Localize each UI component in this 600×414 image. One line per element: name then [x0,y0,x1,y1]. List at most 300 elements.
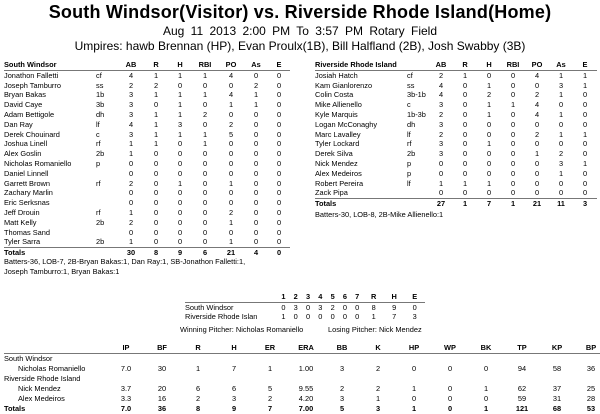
pitching-total: 7 [267,404,273,413]
home-player-row [315,188,597,198]
stat-cell: 0 [582,109,588,119]
stat-cell: 0 [510,70,516,80]
stat-cell: 0 [228,80,234,90]
position-header [405,60,429,70]
stat-cell: 4 [128,70,134,80]
stat-cell: 0 [202,237,208,247]
pitching-stat: 2 [375,384,381,393]
stat-cell: 0 [486,129,492,139]
stat-cell: 0 [228,227,234,237]
player-position [94,198,118,208]
column-header: E [582,60,588,69]
stat-cell: 0 [438,188,444,198]
player-name: Derek Chouinard [4,129,60,139]
stat-cell: 0 [510,188,516,198]
inning-header: 1 [281,292,286,301]
stat-cell: 1 [558,70,564,80]
stat-cell: 4 [128,119,134,129]
stat-cell: 0 [486,188,492,198]
linescore [185,292,425,322]
stat-cell: 1 [438,178,444,188]
stat-cell: 0 [486,70,492,80]
home-player-row [315,110,597,120]
stat-cell: 0 [177,139,183,149]
player-position [94,169,118,179]
player-position: 2b [407,149,416,159]
stat-cell: 1 [253,90,259,100]
stat-cell: 4 [228,70,234,80]
total-cell: 27 [436,199,446,209]
pitching-stat: 2 [267,394,273,403]
stat-cell: 0 [510,149,516,159]
visitor-player-row [4,110,290,120]
stat-cell: 1 [177,178,183,188]
pitching-column-header: ERA [298,343,314,352]
stat-cell: 1 [582,129,588,139]
stat-cell: 0 [510,129,516,139]
pitching-total: 68 [552,404,562,413]
pitching-stat: 5 [267,384,273,393]
player-name: Mike Allienello [315,100,362,110]
stat-cell: 1 [582,70,588,80]
stat-cell: 1 [228,237,234,247]
player-position [405,188,429,198]
pitching-stat: 31 [552,394,562,403]
column-header: R [153,60,159,69]
pitching-stat: 6 [231,384,237,393]
stat-cell: 1 [128,149,134,159]
pitching-stat: 4.20 [298,394,314,403]
game-info: Aug 11 2013 2:00 PM To 3:57 PM Rotary Field [162,24,438,38]
stat-cell: 1 [128,237,134,247]
pitching-column-header: R [195,343,201,352]
stat-cell: 0 [582,188,588,198]
pitching-total: 7.0 [120,404,132,413]
stat-cell: 2 [558,149,564,159]
player-name: Daniel Linnell [4,168,49,178]
stat-cell: 0 [276,109,282,119]
pitcher-name: Nicholas Romaniello [18,364,86,373]
column-header: PO [531,60,543,69]
stat-cell: 0 [534,80,540,90]
stat-cell: 2 [253,80,259,90]
player-name: Adam Bettigole [4,109,55,119]
pitching-column-header: BB [336,343,348,352]
pitching-column-header: BK [480,343,492,352]
stat-cell: 0 [462,90,468,100]
stat-cell: 1 [462,178,468,188]
linescore-team: Riverside Rhode Islan [185,312,258,321]
visitor-player-row [4,228,290,238]
stat-cell: 0 [153,100,159,110]
stat-cell: 1 [153,129,159,139]
visitor-player-row [4,70,290,80]
pitching-stat: 0 [447,394,453,403]
stat-cell: 0 [276,227,282,237]
stat-cell: 0 [202,158,208,168]
column-header: E [276,60,282,69]
pitcher-header [4,343,108,354]
home-batting-notes: Batters-30, LOB-8, 2B-Mike Allienello:1 [315,210,444,219]
pitching-table [4,343,600,414]
inning-score: 0 [342,312,347,321]
stat-cell: 0 [486,119,492,129]
stat-cell: 1 [462,70,468,80]
player-name: Garrett Brown [4,178,51,188]
column-header: RBI [506,60,520,69]
stat-cell: 0 [177,80,183,90]
pitching-stat: 3 [231,394,237,403]
pitching-column-header: BF [157,343,167,352]
pitching-column-header: WP [444,343,456,352]
pitching-stat: 20 [157,384,167,393]
inning-score: 0 [293,312,298,321]
stat-cell: 0 [253,129,259,139]
stat-cell: 0 [202,207,208,217]
stat-cell: 0 [510,139,516,149]
stat-cell: 0 [510,80,516,90]
inning-score: 0 [318,312,323,321]
stat-cell: 0 [534,119,540,129]
pitching-stat: 1 [267,364,273,373]
pitching-stat: 58 [552,364,562,373]
visitor-player-row [4,159,290,169]
stat-cell: 1 [177,129,183,139]
column-header: AB [435,60,447,69]
pitching-stat: 7.0 [120,364,132,373]
stat-cell: 1 [228,100,234,110]
stat-cell: 0 [486,158,492,168]
stat-cell: 0 [582,149,588,159]
stat-cell: 2 [128,217,134,227]
player-name: Joshua Linell [4,139,48,149]
player-position: c [96,129,100,139]
stat-cell: 0 [276,168,282,178]
stat-cell: 0 [462,149,468,159]
player-name: Alex Goslin [4,149,42,159]
stat-cell: 0 [177,168,183,178]
stat-cell: 0 [276,178,282,188]
column-header: H [177,60,183,69]
stat-cell: 0 [228,109,234,119]
player-position [94,188,118,198]
position-header [94,60,118,70]
pitching-total: 9 [231,404,237,413]
pitching-stat: 7 [231,364,237,373]
player-name: Thomas Sand [4,227,51,237]
stat-cell: 0 [510,158,516,168]
stat-cell: 0 [153,207,159,217]
visitor-player-row [4,237,290,247]
stat-cell: 0 [153,149,159,159]
stat-cell: 0 [582,90,588,100]
umpires: Umpires: hawb Brennan (HP), Evan Proulx(1B), Bill Halfland (2B), Josh Swabby (3B) [74,39,526,53]
pitching-column-header: KP [551,343,563,352]
pitching-stat: 0 [483,364,489,373]
total-cell: 21 [532,199,542,209]
stat-cell: 0 [153,188,159,198]
pitching-stat: 3.3 [120,394,132,403]
pitching-stat: 2 [195,394,201,403]
stat-cell: 0 [462,80,468,90]
pitching-stat: 30 [157,364,167,373]
game-title: South Windsor(Visitor) vs. Riverside Rhode Island(Home) [48,2,552,22]
stat-cell: 1 [582,158,588,168]
stat-cell: 1 [534,149,540,159]
stat-cell: 0 [128,158,134,168]
player-name: Alex Medeiros [315,168,362,178]
visitor-player-row [4,139,290,149]
stat-cell: 0 [462,168,468,178]
stat-cell: 1 [228,178,234,188]
stat-cell: 0 [153,217,159,227]
pitcher-row [4,394,600,404]
pitching-stat: 94 [517,364,527,373]
stat-cell: 0 [153,178,159,188]
player-name: Matt Kelly [4,217,37,227]
totals-label: Totals [4,248,26,258]
pitcher-name: Alex Medeiros [18,394,65,403]
stat-cell: 0 [202,188,208,198]
player-position: dh [407,119,416,129]
stat-cell: 0 [462,129,468,139]
inning-header: 7 [355,292,360,301]
stat-cell: 0 [276,149,282,159]
player-position: c [407,100,411,110]
stat-cell: 0 [228,198,234,208]
stat-cell: 0 [558,139,564,149]
stat-cell: 2 [228,119,234,129]
column-header: PO [225,60,237,69]
stat-cell: 0 [558,100,564,110]
home-player-row [315,169,597,179]
stat-cell: 3 [438,119,444,129]
total-cell: 1 [462,199,468,209]
stat-cell: 0 [177,198,183,208]
stat-cell: 5 [228,129,234,139]
linescore-team-header [185,292,277,302]
pitching-team-row [4,374,600,384]
pitching-total: 8 [195,404,201,413]
stat-cell: 0 [534,168,540,178]
stat-cell: 0 [153,198,159,208]
stat-cell: 2 [228,207,234,217]
stat-cell: 0 [128,198,134,208]
stat-cell: 1 [486,100,492,110]
stat-cell: 0 [582,178,588,188]
player-position: p [407,168,412,178]
stat-cell: 0 [177,227,183,237]
total-cell: 6 [202,248,208,258]
column-header: As [251,60,261,69]
home-player-row [315,130,597,140]
player-name: Dan Ray [4,119,33,129]
stat-cell: 0 [510,109,516,119]
inning-score: 7 [392,312,397,321]
stat-cell: 0 [202,168,208,178]
stat-cell: 1 [558,129,564,139]
inning-header: 2 [293,292,298,301]
stat-cell: 1 [153,139,159,149]
stat-cell: 0 [582,119,588,129]
total-cell: 4 [253,248,259,258]
pitching-team-row [4,354,600,365]
player-name: Kam Gianlorenzo [315,80,373,90]
stat-cell: 1 [202,70,208,80]
stat-cell: 0 [462,139,468,149]
pitching-stat: 1.00 [298,364,314,373]
stat-cell: 1 [128,207,134,217]
home-header-row [315,60,597,70]
stat-cell: 1 [153,90,159,100]
stat-cell: 0 [202,119,208,129]
visitor-player-row [4,100,290,110]
stat-cell: 0 [510,90,516,100]
pitching-stat: 1 [483,384,489,393]
stat-cell: 0 [253,207,259,217]
pitching-header-row [4,343,600,354]
stat-cell: 0 [153,237,159,247]
stat-cell: 0 [486,168,492,178]
stat-cell: 3 [558,158,564,168]
inning-score: 2 [330,302,335,312]
totals-label: Totals [4,404,26,413]
visitor-header-row [4,60,290,70]
inning-score: 0 [342,302,347,312]
pitching-stat: 2 [375,364,381,373]
stat-cell: 4 [438,90,444,100]
stat-cell: 0 [276,100,282,110]
stat-cell: 0 [582,100,588,110]
stat-cell: 0 [276,207,282,217]
stat-cell: 0 [253,149,259,159]
stat-cell: 0 [276,119,282,129]
inning-header: 4 [318,292,323,301]
player-position: ss [96,80,104,90]
pitching-stat: 25 [586,384,596,393]
visitor-player-row [4,90,290,100]
player-name: Nick Mendez [315,158,358,168]
player-name: Zachary Marlin [4,188,53,198]
player-position: p [96,158,101,168]
player-name: Joseph Tamburro [4,80,61,90]
stat-cell: 0 [153,158,159,168]
player-position: 2b [96,237,105,247]
player-name: Eric Serksnas [4,198,50,208]
stat-cell: 0 [253,119,259,129]
stat-cell: 0 [202,217,208,227]
stat-cell: 0 [438,168,444,178]
linescore-header-row [185,292,425,302]
pitching-column-header: ER [264,343,276,352]
player-position: rf [407,139,412,149]
pitching-stat: 16 [157,394,167,403]
home-player-row [315,90,597,100]
stat-cell: 0 [582,139,588,149]
pitching-stat: 62 [517,384,527,393]
stat-cell: 0 [202,198,208,208]
stat-cell: 0 [202,149,208,159]
player-name: Zack Pipa [315,188,348,198]
home-team-name: Riverside Rhode Island [315,60,397,69]
linescore-row [185,302,425,312]
stat-cell: 1 [177,109,183,119]
stat-cell: 0 [177,237,183,247]
stat-cell: 1 [486,109,492,119]
stat-cell: 0 [486,149,492,159]
visitor-player-row [4,188,290,198]
pitching-column-header: HP [408,343,420,352]
stat-cell: 0 [253,168,259,178]
stat-cell: 2 [202,109,208,119]
linescore-row [185,312,425,322]
pitching-team-name: South Windsor [4,354,53,363]
pitching-total: 121 [515,404,529,413]
stat-cell: 0 [558,178,564,188]
stat-cell: 0 [582,168,588,178]
column-header: R [462,60,468,69]
pitching-totals-row [4,404,600,414]
inning-score: 9 [392,302,397,312]
player-name: Colin Costa [315,90,354,100]
stat-cell: 0 [253,227,259,237]
stat-cell: 0 [276,129,282,139]
inning-score: 0 [281,302,286,312]
stat-cell: 2 [486,90,492,100]
pitching-stat: 3.7 [120,384,132,393]
visitor-player-row [4,120,290,130]
stat-cell: 4 [534,70,540,80]
stat-cell: 1 [558,168,564,178]
player-name: Jeff Drouin [4,207,40,217]
stat-cell: 0 [228,149,234,159]
pitching-stat: 0 [483,394,489,403]
total-cell: 21 [226,248,236,258]
pitching-stat: 0 [411,364,417,373]
stat-cell: 0 [202,178,208,188]
player-position: 3b-1b [407,90,426,100]
stat-cell: 0 [228,168,234,178]
home-player-row [315,159,597,169]
home-player-row [315,149,597,159]
stat-cell: 1 [177,100,183,110]
inning-score: 3 [412,312,417,321]
player-name: Nicholas Romaniello [4,158,72,168]
inning-header: R [370,292,377,301]
stat-cell: 0 [276,70,282,80]
stat-cell: 1 [153,119,159,129]
pitching-stat: 1 [195,364,201,373]
stat-cell: 0 [202,100,208,110]
stat-cell: 0 [153,227,159,237]
stat-cell: 0 [177,149,183,159]
pitching-stat: 9.55 [298,384,314,393]
player-name: Derek Silva [315,149,353,159]
player-position: rf [96,207,101,217]
pitching-total: 5 [339,404,345,413]
visitor-box-score [4,60,290,258]
player-position: rf [96,178,101,188]
home-player-row [315,100,597,110]
visitor-player-row [4,130,290,140]
stat-cell: 2 [128,80,134,90]
stat-cell: 0 [534,158,540,168]
pitcher-row [4,384,600,394]
stat-cell: 3 [438,100,444,110]
inning-score: 3 [293,302,298,312]
stat-cell: 0 [128,188,134,198]
column-header: AB [125,60,137,69]
